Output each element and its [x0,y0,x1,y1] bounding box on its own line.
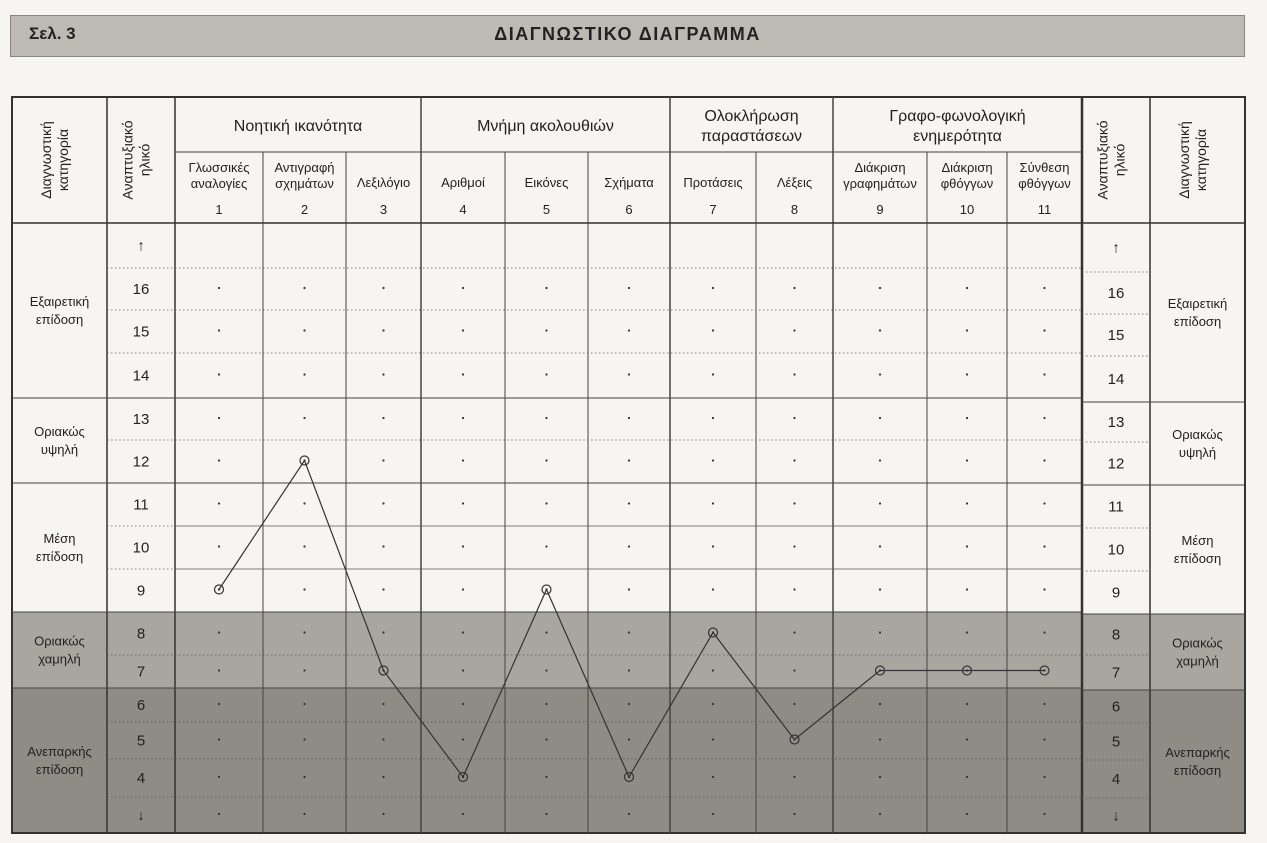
grid-dot [545,669,547,671]
grid-dot [303,502,305,504]
category-label: επίδοση [35,762,84,778]
age-label-right: 10 [1107,541,1125,559]
grid-dot [966,373,968,375]
grid-dot [462,669,464,671]
grid-dot [793,669,795,671]
grid-dot [462,373,464,375]
grid-dot [966,631,968,633]
grid-dot [218,417,220,419]
age-label-right: ↓ [1112,807,1120,825]
grid-dot [966,329,968,331]
grid-dot [712,738,714,740]
grid-dot [879,287,881,289]
category-label: Μέση [43,531,76,547]
grid-dot [382,545,384,547]
category-label: επίδοση [35,549,84,565]
age-label-right: 14 [1107,371,1125,388]
subtest-label: αναλογίες [190,176,248,191]
grid-dot [879,329,881,331]
subtest-number: 2 [300,202,309,217]
grid-dot [218,738,220,740]
data-point-center [1044,670,1046,672]
grid-dot [1043,459,1045,461]
subtest-label: φθόγγων [940,176,994,191]
grid-dot [712,776,714,778]
grid-dot [628,703,630,705]
grid-dot [879,813,881,815]
subtest-number: 3 [379,202,388,217]
grid-dot [966,545,968,547]
subtest-label: Προτάσεις [683,175,743,190]
grid-dot [462,813,464,815]
grid-dot [303,669,305,671]
age-label-right: 5 [1111,733,1121,751]
grid-dot [879,545,881,547]
grid-dot [545,631,547,633]
grid-dot [879,703,881,705]
category-axis-label: Διαγνωστική [38,121,54,199]
category-axis-label: κατηγορία [55,128,71,192]
grid-dot [218,703,220,705]
grid-dot [1043,813,1045,815]
category-label-right: χαμηλή [1176,653,1219,669]
grid-dot [712,459,714,461]
age-axis-label-right: ηλικό [1111,143,1128,177]
grid-dot [628,669,630,671]
age-label: 16 [132,281,150,298]
grid-dot [628,373,630,375]
grid-dot [793,588,795,590]
subtest-label: Σχήματα [604,175,654,190]
group-header: ενημερότητα [913,127,1002,145]
grid-dot [879,373,881,375]
category-label-right: Μέση [1181,533,1214,549]
grid-dot [1043,703,1045,705]
age-label-right: 16 [1107,285,1125,302]
grid-dot [218,329,220,331]
grid-dot [628,459,630,461]
grid-dot [303,417,305,419]
grid-dot [218,459,220,461]
grid-dot [966,703,968,705]
subtest-number: 9 [876,202,884,217]
grid-dot [218,287,220,289]
age-label: 9 [136,582,146,600]
grid-dot [879,459,881,461]
age-label-right: 7 [1111,664,1121,682]
grid-dot [462,459,464,461]
data-point-center [628,776,630,778]
data-point-center [546,589,548,591]
grid-dot [793,417,795,419]
subtest-label: Αριθμοί [441,175,485,190]
age-label-right: ↑ [1112,239,1120,257]
grid-dot [1043,545,1045,547]
grid-dot [628,588,630,590]
grid-dot [382,813,384,815]
grid-dot [382,738,384,740]
grid-dot [545,776,547,778]
shaded-band-3 [12,612,1082,688]
category-label: Οριακώς [34,633,85,649]
grid-dot [628,417,630,419]
grid-dot [628,502,630,504]
grid-dot [1043,287,1045,289]
age-label: 4 [136,770,146,787]
grid-dot [966,502,968,504]
subtest-label: Διάκριση [854,160,906,175]
grid-dot [712,329,714,331]
grid-dot [462,287,464,289]
age-label: 11 [133,496,149,514]
subtest-number: 6 [625,202,633,217]
grid-dot [1043,738,1045,740]
age-label: 8 [136,625,146,643]
grid-dot [382,287,384,289]
subtest-number: 4 [459,202,467,217]
grid-dot [303,373,305,375]
grid-dot [545,459,547,461]
grid-dot [966,813,968,815]
grid-dot [712,417,714,419]
category-label-right: υψηλή [1178,445,1217,461]
grid-dot [382,373,384,375]
grid-dot [879,631,881,633]
grid-dot [545,813,547,815]
group-header: Νοητική ικανότητα [233,117,363,135]
grid-dot [303,813,305,815]
grid-dot [966,287,968,289]
grid-dot [628,813,630,815]
subtest-number: 1 [215,202,223,217]
grid-dot [966,588,968,590]
grid-dot [1043,417,1045,419]
grid-dot [879,588,881,590]
grid-dot [382,776,384,778]
category-label-right: Ανεπαρκής [1165,745,1230,761]
grid-dot [545,738,547,740]
subtest-number: 7 [709,202,717,217]
data-point-center [383,670,385,672]
grid-dot [303,287,305,289]
grid-dot [462,545,464,547]
grid-dot [545,329,547,331]
subtest-label: σχημάτων [275,176,334,191]
grid-dot [793,703,795,705]
age-label: 6 [136,697,146,714]
data-point-center [712,632,714,634]
grid-dot [462,631,464,633]
grid-dot [966,417,968,419]
subtest-label: Εικόνες [524,175,569,190]
group-header: παραστάσεων [700,127,803,145]
grid-dot [1043,588,1045,590]
category-label-right: Εξαιρετική [1167,296,1228,312]
grid-dot [879,502,881,504]
grid-dot [462,329,464,331]
grid-dot [218,502,220,504]
grid-dot [712,287,714,289]
age-label: ↑ [137,237,145,255]
grid-dot [712,502,714,504]
age-label: 13 [132,411,150,428]
category-axis-label-right: κατηγορία [1193,128,1209,192]
age-label: 10 [132,539,150,557]
category-label-right: επίδοση [1173,314,1222,330]
age-label-right: 15 [1107,327,1125,344]
grid-dot [462,703,464,705]
grid-dot [218,669,220,671]
category-label-right: Οριακώς [1172,635,1223,651]
grid-dot [793,502,795,504]
age-axis-label: Αναπτυξιακό [119,120,136,200]
grid-dot [628,545,630,547]
grid-dot [712,373,714,375]
group-header: Γραφο-φωνολογική [889,107,1026,125]
grid-dot [879,417,881,419]
shaded-band-right-3 [1082,614,1245,690]
age-label-right: 12 [1107,455,1125,473]
grid-dot [303,776,305,778]
grid-dot [545,703,547,705]
grid-dot [793,545,795,547]
grid-dot [1043,502,1045,504]
subtest-number: 11 [1037,202,1052,217]
grid-dot [303,545,305,547]
grid-dot [628,287,630,289]
category-label: υψηλή [40,442,79,458]
data-point-center [794,739,796,741]
age-label: 14 [132,367,150,385]
subtest-number: 5 [542,202,551,217]
grid-dot [545,373,547,375]
grid-dot [303,738,305,740]
subtest-label: Σύνθεση [1019,160,1070,175]
grid-dot [382,417,384,419]
grid-dot [303,631,305,633]
age-label-right: 13 [1107,414,1125,431]
grid-dot [382,588,384,590]
grid-dot [712,669,714,671]
grid-dot [712,545,714,547]
category-label: Ανεπαρκής [27,744,92,760]
data-point-center [218,589,220,591]
grid-dot [712,588,714,590]
subtest-number: 10 [959,202,975,217]
grid-dot [218,813,220,815]
age-label-right: 4 [1111,771,1121,788]
grid-dot [218,545,220,547]
grid-dot [628,738,630,740]
subtest-label: φθόγγων [1018,176,1071,191]
age-label-right: 6 [1111,698,1121,716]
grid-dot [793,459,795,461]
grid-dot [879,738,881,740]
age-label-right: 9 [1111,584,1121,602]
grid-dot [382,502,384,504]
grid-dot [218,776,220,778]
subtest-number: 8 [790,202,799,217]
age-axis-label: ηλικό [136,143,153,177]
grid-dot [382,631,384,633]
data-point-center [304,460,306,462]
category-label-right: επίδοση [1173,763,1222,779]
category-label: Οριακώς [34,424,85,440]
group-header: Ολοκλήρωση [704,107,799,125]
grid-dot [1043,776,1045,778]
data-point-center [966,670,968,672]
grid-dot [545,502,547,504]
page-number: Σελ. 3 [29,24,76,43]
age-label: 12 [132,453,150,471]
grid-dot [218,631,220,633]
category-axis-label-right: Διαγνωστική [1176,121,1192,199]
age-label: 5 [136,732,146,750]
subtest-label: γραφημάτων [843,176,917,191]
grid-dot [545,417,547,419]
grid-dot [793,776,795,778]
grid-dot [462,588,464,590]
grid-dot [966,738,968,740]
category-label-right: Οριακώς [1172,427,1223,443]
category-label: επίδοση [35,312,84,328]
page-title: ΔΙΑΓΝΩΣΤΙΚΟ ΔΙΑΓΡΑΜΜΑ [494,24,761,44]
grid-dot [879,776,881,778]
grid-dot [712,703,714,705]
category-label: χαμηλή [38,651,81,667]
subtest-label: Αντιγραφή [274,160,335,175]
age-label: 7 [136,663,146,681]
grid-dot [966,776,968,778]
grid-dot [545,545,547,547]
grid-dot [545,287,547,289]
grid-dot [382,703,384,705]
grid-dot [382,459,384,461]
age-label: ↓ [137,807,145,824]
data-point-center [462,776,464,778]
grid-dot [793,813,795,815]
grid-dot [628,631,630,633]
group-header: Μνήμη ακολουθιών [477,117,614,135]
shaded-band-4 [12,688,1082,833]
grid-dot [1043,631,1045,633]
age-axis-label-right: Αναπτυξιακό [1094,120,1111,200]
subtest-label: Λεξιλόγιο [356,175,411,190]
age-label: 15 [132,323,150,341]
subtest-label: Γλωσσικές [188,160,250,175]
category-label: Εξαιρετική [29,294,90,310]
category-label-right: επίδοση [1173,551,1222,567]
grid-dot [793,631,795,633]
grid-dot [1043,329,1045,331]
subtest-label: Διάκριση [941,160,993,175]
grid-dot [303,329,305,331]
subtest-label: Λέξεις [776,175,813,190]
grid-dot [462,502,464,504]
grid-dot [628,329,630,331]
age-label-right: 11 [1108,498,1124,516]
grid-dot [462,738,464,740]
grid-dot [218,373,220,375]
grid-dot [303,703,305,705]
grid-dot [462,417,464,419]
grid-dot [793,287,795,289]
grid-dot [793,329,795,331]
grid-dot [793,373,795,375]
age-label-right: 8 [1111,626,1121,644]
grid-dot [303,588,305,590]
data-point-center [879,670,881,672]
grid-dot [712,813,714,815]
shaded-band-right-4 [1082,690,1245,833]
grid-dot [966,459,968,461]
grid-dot [1043,373,1045,375]
grid-dot [382,329,384,331]
